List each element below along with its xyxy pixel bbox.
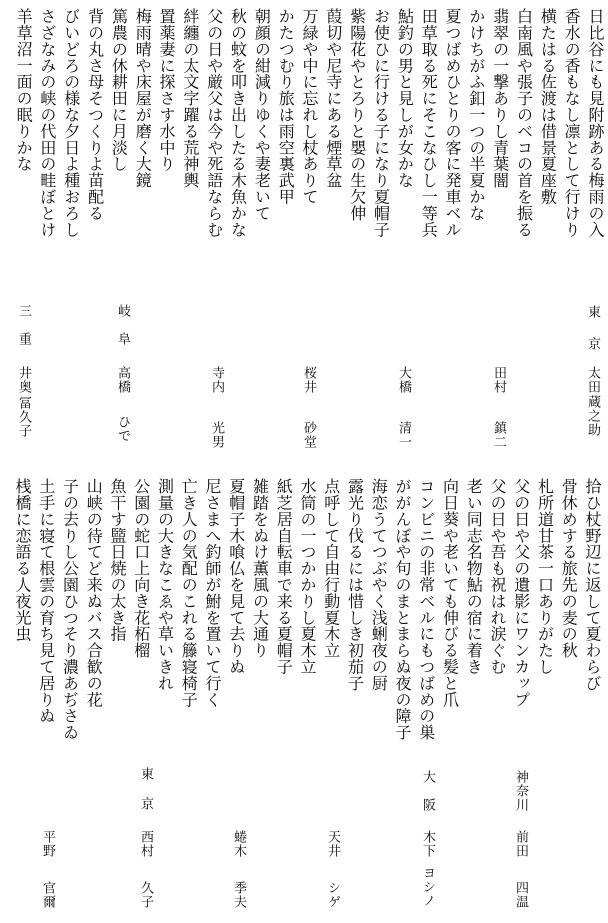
author-given-name: 季夫: [231, 881, 246, 909]
haiku-column: 山峡の待てど来ぬバス合歓の花: [84, 478, 104, 708]
haiku-column: 絆纏の太文字躍る荒神輿: [180, 8, 200, 189]
author-surname: 西村: [138, 830, 153, 858]
haiku-column: 万緑や中に忘れし杖ありて: [300, 8, 320, 205]
author-given-name: ひで: [115, 415, 130, 443]
author-given-name: 蔵之助: [585, 395, 600, 437]
haiku-column: コンビニの非常ベルにもつばめの巣: [416, 478, 436, 741]
haiku-column: 梅雨晴や床屋が磨く大鏡: [133, 8, 153, 189]
author-surname: 木下: [420, 830, 435, 858]
haiku-column: 父の日や吾も祝はれ涙ぐむ: [488, 478, 507, 675]
haiku-column: お使ひに行ける子になり夏帽子: [371, 8, 391, 238]
haiku-column: 紫陽花やとろりと嬰の生欠伸: [347, 8, 367, 222]
haiku-column: 亡き人の気配のこれる籐寝椅子: [179, 478, 199, 708]
haiku-column: 海恋うてつぶやく浅蜊夜の厨: [369, 478, 389, 692]
haiku-column: 置薬妻に探さす水中り: [157, 8, 177, 172]
author-surname: 井奥: [16, 366, 31, 394]
lower-haiku-section: [0, 462, 608, 923]
haiku-column: かたつむり旅は雨空裏武甲: [276, 8, 296, 205]
haiku-column: 点呼して自由行動夏木立: [321, 478, 341, 659]
author-surname: 天井: [325, 830, 340, 858]
haiku-column: 日比谷にも見附跡ある梅雨の入: [586, 8, 605, 238]
haiku-column: 秋の蚊を叩き出したる木魚かな: [228, 8, 248, 238]
haiku-column: 葭切や尼寺にある煙草盆: [323, 8, 343, 189]
author-name: [301, 0, 316, 449]
author-given-name: ヨシノ: [420, 866, 435, 908]
haiku-column: 拾ひ杖野辺に返して夏わらび: [583, 478, 602, 692]
haiku-column: 子の去りし公園ひつそり濃あぢさゐ: [60, 478, 80, 741]
author-given-name: 官爾: [40, 881, 55, 909]
haiku-column: 向日葵や老いても伸びる髪と爪: [440, 478, 460, 708]
haiku-column: 香水の香もなし凛として行けり: [562, 8, 582, 238]
haiku-column: 白南風や張子のベコの首を振る: [514, 8, 534, 238]
author-given-name: 砂堂: [301, 421, 316, 449]
author-given-name: 清一: [396, 421, 411, 449]
haiku-column: 魚干す盬日焼の太き指: [108, 478, 127, 642]
author-given-name: シゲ: [325, 881, 340, 909]
author-name: [16, 0, 31, 438]
haiku-column: 篤農の休耕田に月淡し: [109, 8, 129, 172]
author-name: [325, 462, 340, 909]
author-given-name: 冨久子: [16, 396, 31, 438]
haiku-column: 朝顔の紺減りゆくや妻老いて: [252, 8, 272, 222]
haiku-column: さざなみの峡の代田の畦ぼとけ: [37, 8, 57, 238]
haiku-column: 田草取る死にそこなひし一等兵: [419, 8, 439, 238]
author-surname: 高橋: [115, 366, 130, 394]
author-prefecture: 大阪: [420, 770, 435, 826]
author-prefecture: 神奈川: [513, 770, 528, 812]
author-prefecture: 岐阜: [115, 304, 130, 360]
haiku-column: 公園の蛇口上向き花柘榴: [131, 478, 151, 659]
author-prefecture: 東京: [138, 767, 153, 827]
haiku-column: 桟橋に恋語る人夜光虫: [13, 478, 32, 642]
haiku-column: 老い同志名物鮎の宿に着き: [464, 478, 484, 675]
haiku-column: 露光り伐るには惜しき初茄子: [345, 478, 365, 692]
haiku-column: 翡翠の一撃ありし青葉闇: [490, 8, 510, 189]
author-prefecture: 三重: [16, 304, 31, 360]
haiku-column: 夏帽子木喰仏を見て去りぬ: [226, 478, 246, 675]
author-surname: 前田: [513, 830, 528, 858]
author-name: [396, 0, 411, 449]
haiku-column: 測量の大きなこゑや草いきれ: [155, 478, 175, 692]
upper-haiku-section: [0, 0, 608, 460]
haiku-column: 父の日や父の遺影にワンカップ: [511, 478, 531, 708]
haiku-column: びいどろの様な夕日よ種おろし: [61, 8, 81, 238]
haiku-column: 紙芝居自転車で来る夏帽子: [274, 478, 294, 675]
author-surname: 田村: [491, 366, 506, 394]
author-given-name: 久子: [138, 881, 153, 909]
haiku-column: ががんぼや句のまとまらぬ夜の障子: [393, 478, 412, 741]
haiku-column: 鮎釣の男と見しが女かな: [395, 8, 415, 189]
haiku-column: 父の日や厳父は今や死語ならむ: [204, 8, 224, 238]
haiku-column: 雑踏をぬけ薫風の大通り: [250, 478, 270, 659]
haiku-column: 夏つばめひとりの客に発車ベル: [443, 8, 463, 238]
author-surname: 太田: [585, 366, 600, 394]
author-surname: 寺内: [209, 366, 224, 394]
author-surname: 大橋: [396, 366, 411, 394]
haiku-column: 尼さまへ釣師が鮒を置いて行く: [203, 478, 222, 708]
author-name: [491, 0, 506, 449]
author-given-name: 四温: [513, 881, 528, 909]
author-name: [115, 0, 130, 443]
author-given-name: 光男: [209, 421, 224, 449]
author-surname: 桜井: [301, 366, 316, 394]
haiku-column: 背の丸さ母そつくりよ苗配る: [85, 8, 105, 222]
haiku-column: 羊草沼一面の眠りかな: [14, 8, 34, 172]
author-surname: 蜷木: [231, 830, 246, 858]
haiku-column: 土手に寝て根雲の育ち見て居りぬ: [36, 478, 56, 724]
haiku-column: 札所道甘茶一口ありがたし: [535, 478, 555, 675]
haiku-column: かけちがふ釦一つの半夏かな: [466, 8, 486, 222]
author-surname: 平野: [40, 830, 55, 858]
author-prefecture: 東京: [585, 305, 600, 369]
author-given-name: 鎮二: [491, 421, 506, 449]
haiku-column: 骨休めする旅先の麦の秋: [559, 478, 579, 659]
haiku-column: 横たはる佐渡は借景夏座敷: [538, 8, 558, 205]
haiku-column: 水筒の一つかかりし夏木立: [298, 478, 317, 675]
